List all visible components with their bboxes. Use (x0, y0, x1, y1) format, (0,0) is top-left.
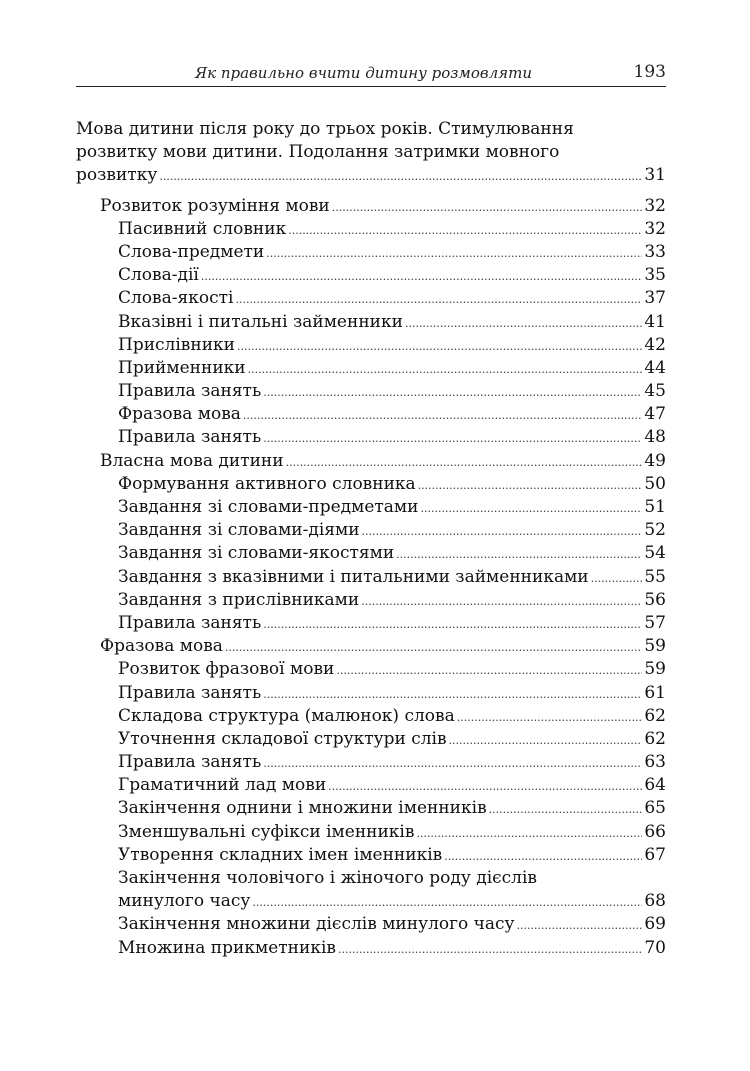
toc-page-number: 55 (644, 566, 666, 587)
toc-entry-text: Зменшувальні суфікси іменників (118, 821, 415, 842)
dot-leader (444, 844, 642, 867)
toc-entry-text: Правила занять (118, 612, 262, 633)
dot-leader (396, 542, 642, 565)
dot-leader (288, 218, 642, 241)
toc-entry-text: Фразова мова (118, 404, 241, 425)
toc-page-number: 41 (644, 311, 666, 332)
toc-page-number: 69 (644, 914, 666, 935)
toc-entry[interactable] (76, 357, 666, 380)
dot-leader (225, 635, 642, 658)
toc-main-entry[interactable] (76, 118, 666, 188)
toc-entry-text: минулого часу (118, 891, 251, 912)
dot-leader (263, 612, 642, 635)
dot-leader (248, 357, 642, 380)
toc-entry[interactable] (76, 195, 666, 218)
toc-page-number: 64 (644, 775, 666, 796)
dot-leader (263, 682, 642, 705)
toc-entry-text: Прийменники (118, 357, 246, 378)
toc-entry-text: Завдання з вказівними і питальними займенниками (118, 566, 589, 587)
toc-page-number: 57 (644, 612, 666, 633)
toc-entry[interactable] (76, 774, 666, 797)
toc-entry[interactable] (76, 705, 666, 728)
toc-page-number: 32 (644, 218, 666, 239)
toc-page-number: 32 (644, 195, 666, 216)
dot-leader (336, 658, 642, 681)
dot-leader (457, 705, 642, 728)
dot-leader (252, 890, 642, 913)
toc-entry[interactable] (76, 542, 666, 565)
toc-page-number: 42 (644, 334, 666, 355)
dot-leader (449, 728, 642, 751)
toc-entry-text: Складова структура (малюнок) слова (118, 705, 455, 726)
toc-page-number: 59 (644, 659, 666, 680)
toc-multiline-entry[interactable] (76, 867, 666, 913)
toc-entry-text: Слова-якості (118, 288, 234, 309)
toc-entry-text: Закінчення множини дієслів минулого часу (118, 914, 515, 935)
toc-entry[interactable] (76, 287, 666, 310)
dot-leader (263, 380, 642, 403)
toc-entry[interactable] (76, 334, 666, 357)
toc-entry-text: Завдання зі словами-предметами (118, 497, 419, 517)
toc-page-number: 62 (644, 728, 666, 749)
toc-entry[interactable] (76, 797, 666, 820)
toc-entry-text: Правила занять (118, 752, 262, 773)
toc-entry-text: Уточнення складової структури слів (118, 728, 447, 749)
dot-leader (420, 496, 642, 519)
toc-entry[interactable] (76, 450, 666, 473)
toc-page-number: 44 (644, 357, 666, 378)
dot-leader (418, 473, 642, 496)
toc-entry-text: Вказівні і питальні займенники (118, 311, 403, 332)
toc-main-line-1: Мова дитини після року до трьох років. Стимулювання (76, 119, 574, 139)
dot-leader (338, 937, 642, 960)
toc-page-number: 52 (644, 520, 666, 541)
toc-page-number: 65 (644, 798, 666, 819)
dot-leader (405, 311, 642, 334)
toc-page-number: 68 (644, 891, 666, 912)
toc-entry[interactable] (76, 658, 666, 681)
page-number: 193 (633, 62, 666, 82)
toc-entry[interactable] (76, 589, 666, 612)
dot-leader (591, 566, 642, 589)
toc-page-number: 47 (644, 404, 666, 425)
dot-leader (361, 589, 642, 612)
toc-entry[interactable] (76, 913, 666, 936)
table-of-contents (76, 118, 666, 960)
toc-page-number: 37 (644, 288, 666, 309)
toc-page-number: 33 (644, 241, 666, 262)
dot-leader (266, 241, 642, 264)
toc-entry-text: Завдання зі словами-діями (118, 520, 360, 541)
toc-entry-text: Пасивний словник (118, 218, 287, 239)
toc-entry[interactable] (76, 728, 666, 751)
toc-page-number: 62 (644, 705, 666, 726)
toc-page-number: 59 (644, 636, 666, 657)
dot-leader (517, 913, 642, 936)
toc-entry[interactable] (76, 241, 666, 264)
toc-entry-text: Розвиток фразової мови (118, 659, 335, 680)
toc-page-number: 56 (644, 589, 666, 610)
toc-entry-text: Слова-предмети (118, 241, 265, 262)
toc-page-number: 66 (644, 821, 666, 842)
page-header (76, 62, 666, 87)
dot-leader (489, 797, 642, 820)
toc-entry[interactable] (76, 821, 666, 844)
dot-leader (201, 264, 642, 287)
toc-entry-text: Правила занять (118, 682, 262, 703)
toc-entry-text: Слова-дії (118, 265, 199, 286)
dot-leader (235, 287, 642, 310)
toc-entry[interactable] (76, 403, 666, 426)
toc-entry[interactable] (76, 473, 666, 496)
toc-entry-text: Граматичний лад мови (118, 775, 327, 796)
toc-entry[interactable] (76, 844, 666, 867)
toc-entry[interactable] (76, 264, 666, 287)
toc-entry[interactable] (76, 751, 666, 774)
dot-leader (263, 751, 642, 774)
toc-entry-text: Утворення складних імен іменників (118, 844, 443, 865)
toc-page-number: 49 (644, 450, 666, 471)
toc-entry[interactable] (76, 566, 666, 589)
toc-page-number: 35 (644, 265, 666, 286)
toc-entry[interactable] (76, 682, 666, 705)
dot-leader (159, 164, 642, 187)
toc-entry-line-2 (76, 890, 666, 913)
toc-main-line-2: розвитку мови дитини. Подолання затримки мовного (76, 142, 560, 163)
toc-entry[interactable] (76, 380, 666, 403)
toc-entry[interactable] (76, 426, 666, 449)
dot-leader (332, 195, 642, 218)
dot-leader (362, 519, 642, 542)
running-title: Як правильно вчити дитину розмовляти (195, 64, 532, 82)
dot-leader (263, 426, 642, 449)
toc-entry-text: Завдання з прислівниками (118, 589, 360, 610)
toc-entry[interactable] (76, 612, 666, 635)
dot-leader (243, 403, 642, 426)
toc-entry[interactable] (76, 937, 666, 960)
toc-entry[interactable] (76, 218, 666, 241)
toc-page-number: 54 (644, 543, 666, 564)
toc-entry-text: Прислівники (118, 334, 235, 355)
toc-page-number: 45 (644, 381, 666, 402)
dot-leader (328, 774, 642, 797)
toc-page-number: 48 (644, 427, 666, 448)
toc-page-number: 67 (644, 844, 666, 865)
toc-entry-text: Розвиток розуміння мови (100, 195, 330, 216)
toc-entry-text: розвитку (76, 165, 158, 186)
toc-entry-text: Формування активного словника (118, 473, 416, 494)
toc-entry-text: Закінчення однини і множини іменників (118, 798, 487, 819)
toc-page-number: 61 (644, 682, 666, 703)
toc-entry[interactable] (76, 496, 666, 519)
toc-entry-text: Правила занять (118, 381, 262, 402)
toc-entry[interactable] (76, 311, 666, 334)
toc-entry[interactable] (76, 519, 666, 542)
dot-leader (416, 821, 642, 844)
toc-page-number: 50 (644, 473, 666, 494)
toc-entry-line-1: Закінчення чоловічого і жіночого роду дієслів (118, 868, 537, 888)
toc-entry-text: Власна мова дитини (100, 450, 284, 471)
toc-page-number: 51 (644, 497, 666, 517)
toc-main-line-3 (76, 164, 666, 187)
toc-entry-text: Правила занять (118, 427, 262, 448)
toc-entry-text: Фразова мова (100, 636, 223, 657)
toc-page-number: 31 (644, 165, 666, 186)
toc-page-number: 70 (644, 937, 666, 958)
dot-leader (237, 334, 642, 357)
toc-page-number: 63 (644, 752, 666, 773)
toc-entry-text: Множина прикметників (118, 937, 336, 958)
dot-leader (286, 450, 642, 473)
toc-entry-text: Завдання зі словами-якостями (118, 543, 395, 564)
toc-entry[interactable] (76, 635, 666, 658)
